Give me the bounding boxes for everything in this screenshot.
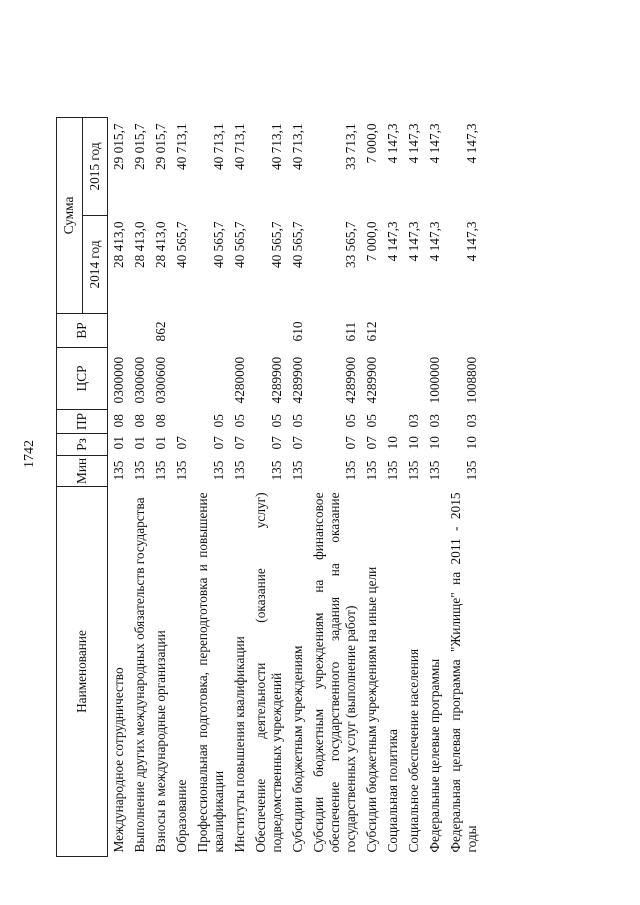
row-csr: 4289900: [269, 356, 284, 404]
row-pr: 05: [343, 414, 358, 428]
row-csr: 4280000: [232, 356, 247, 404]
row-pr: 05: [232, 414, 247, 428]
row-sum-2015: 4 147,3: [464, 123, 479, 164]
header-2014: 2014 год: [82, 215, 108, 313]
row-min: 135: [290, 460, 305, 481]
row-sum-2015: 4 147,3: [385, 123, 400, 164]
row-min: 135: [343, 460, 358, 481]
row-name: Обеспечение деятельности (оказание услуг) подведомственных учреждений: [253, 492, 284, 853]
row-sum-2014: 4 147,3: [464, 221, 479, 262]
table-row: [192, 117, 229, 856]
row-csr: 0300600: [153, 356, 168, 404]
row-pr: 03: [427, 414, 442, 428]
table-row: [445, 117, 482, 856]
row-pr: 05: [290, 414, 305, 428]
row-vr: 862: [153, 321, 168, 342]
row-sum-2014: 40 565,7: [232, 221, 247, 268]
header-csr: ЦСР: [57, 347, 108, 409]
row-vr: [382, 313, 403, 347]
row-rz: 01: [132, 436, 147, 450]
row-vr: [445, 313, 482, 347]
row-name: Федеральная целевая программа "Жилище" на 2011 - 2015 годы: [448, 492, 479, 853]
row-name: Образование: [174, 779, 189, 853]
row-sum-2014: 33 565,7: [343, 221, 358, 268]
row-min: 135: [153, 460, 168, 481]
table-row: [382, 117, 403, 856]
row-rz: 07: [364, 436, 379, 450]
row-vr: [108, 313, 130, 347]
table-row: [129, 117, 150, 856]
row-name: Международное сотрудничество: [111, 667, 126, 853]
row-sum-2014: 4 147,3: [385, 221, 400, 262]
row-vr: [192, 313, 229, 347]
header-vr: ВР: [57, 313, 108, 347]
row-pr: 05: [269, 414, 284, 428]
row-vr: [229, 313, 250, 347]
table-body: [108, 117, 483, 856]
row-min: 135: [211, 460, 226, 481]
row-name: Субсидии бюджетным учреждениям на иные цели: [364, 566, 379, 853]
row-csr: 4289900: [364, 356, 379, 404]
row-name: Социальная политика: [385, 729, 400, 853]
row-rz: 10: [427, 436, 442, 450]
header-name: Наименование: [57, 487, 108, 857]
row-sum-2015: 7 000,0: [364, 123, 379, 164]
row-pr: 08: [132, 414, 147, 428]
row-min: 135: [464, 460, 479, 481]
row-rz: 10: [385, 436, 400, 450]
row-rz: 07: [290, 436, 305, 450]
row-rz: 07: [211, 436, 226, 450]
row-sum-2015: 4 147,3: [406, 123, 421, 164]
row-rz: 07: [269, 436, 284, 450]
table-row: [108, 117, 130, 856]
row-name: Профессиональная подготовка, переподготовка и повышение квалификации: [195, 492, 226, 853]
row-sum-2014: 40 565,7: [211, 221, 226, 268]
row-name: Субсидии бюджетным учреждениям на финансовое обеспечение государственного задания на оказание государственных услуг (выполнение работ): [311, 492, 358, 853]
row-vr: [403, 313, 424, 347]
row-csr: 0300600: [132, 356, 147, 404]
row-vr: 612: [364, 321, 379, 342]
row-min: 135: [132, 460, 147, 481]
row-vr: [129, 313, 150, 347]
row-sum-2015: 40 713,1: [211, 123, 226, 170]
row-pr: 05: [364, 414, 379, 428]
table-row: [150, 117, 171, 856]
row-sum-2015: 33 713,1: [343, 123, 358, 170]
row-sum-2014: 4 147,3: [427, 221, 442, 262]
row-sum-2015: 29 015,7: [111, 123, 126, 170]
row-rz: 01: [153, 436, 168, 450]
row-vr: 611: [343, 321, 358, 342]
row-sum-2015: 40 713,1: [174, 123, 189, 170]
row-min: 135: [385, 460, 400, 481]
row-sum-2014: 28 413,0: [153, 221, 168, 268]
row-name: Взносы в международные организации: [153, 630, 168, 853]
row-pr: 08: [111, 414, 126, 428]
row-name: Выполнение других международных обязательств государства: [132, 497, 147, 853]
row-min: 135: [406, 460, 421, 481]
row-sum-2014: 40 565,7: [290, 221, 305, 268]
row-vr: [250, 313, 287, 347]
row-pr: [382, 409, 403, 433]
table-row: [361, 117, 382, 856]
row-name: Социальное обеспечение населения: [406, 648, 421, 853]
row-csr: 4289900: [343, 356, 358, 404]
row-vr: [171, 313, 192, 347]
header-rz: Рз: [57, 433, 108, 455]
row-pr: 03: [464, 414, 479, 428]
row-rz: 01: [111, 436, 126, 450]
row-vr: [424, 313, 445, 347]
row-sum-2015: 40 713,1: [290, 123, 305, 170]
row-pr: 08: [153, 414, 168, 428]
row-name: Федеральные целевые программы: [427, 658, 442, 853]
row-pr: 05: [211, 414, 226, 428]
row-sum-2014: 40 565,7: [269, 221, 284, 268]
table-row: [424, 117, 445, 856]
table-row: [250, 117, 287, 856]
row-csr: [382, 347, 403, 409]
row-csr: 0300000: [111, 356, 126, 404]
row-pr: [171, 409, 192, 433]
row-csr: 1008800: [464, 356, 479, 404]
row-rz: 10: [464, 436, 479, 450]
row-rz: 07: [174, 436, 189, 450]
row-vr: 610: [290, 321, 305, 342]
row-rz: 10: [406, 436, 421, 450]
row-sum-2015: 29 015,7: [132, 123, 147, 170]
table-row: [171, 117, 192, 856]
row-min: 135: [427, 460, 442, 481]
table-row: [287, 117, 308, 856]
row-min: 135: [111, 460, 126, 481]
row-rz: 07: [343, 436, 358, 450]
row-pr: 03: [406, 414, 421, 428]
row-csr: [171, 347, 192, 409]
row-rz: 07: [232, 436, 247, 450]
row-sum-2015: 4 147,3: [427, 123, 442, 164]
row-csr: [403, 347, 424, 409]
row-min: 135: [232, 460, 247, 481]
row-sum-2015: 40 713,1: [232, 123, 247, 170]
table-row: [403, 117, 424, 856]
budget-table: [56, 117, 482, 857]
table-row: [308, 117, 361, 856]
row-min: 135: [269, 460, 284, 481]
table-row: [229, 117, 250, 856]
row-name: Субсидии бюджетным учреждениям: [290, 645, 305, 853]
row-csr: 1000000: [427, 356, 442, 404]
row-min: 135: [364, 460, 379, 481]
row-sum-2014: 4 147,3: [406, 221, 421, 262]
header-sum: Сумма: [57, 117, 83, 313]
row-sum-2014: 28 413,0: [111, 221, 126, 268]
row-sum-2014: 28 413,0: [132, 221, 147, 268]
row-csr: [192, 347, 229, 409]
row-sum-2014: 7 000,0: [364, 221, 379, 262]
page-number: 1742: [22, 440, 37, 468]
header-pr: ПР: [57, 409, 108, 433]
header-min: Мин: [57, 455, 108, 486]
row-sum-2015: 29 015,7: [153, 123, 168, 170]
row-sum-2015: 40 713,1: [269, 123, 284, 170]
row-csr: 4289900: [290, 356, 305, 404]
header-2015: 2015 год: [82, 117, 108, 215]
row-sum-2014: 40 565,7: [174, 221, 189, 268]
row-name: Институты повышения квалификации: [232, 636, 247, 853]
table-header: [57, 117, 108, 856]
row-min: 135: [174, 460, 189, 481]
